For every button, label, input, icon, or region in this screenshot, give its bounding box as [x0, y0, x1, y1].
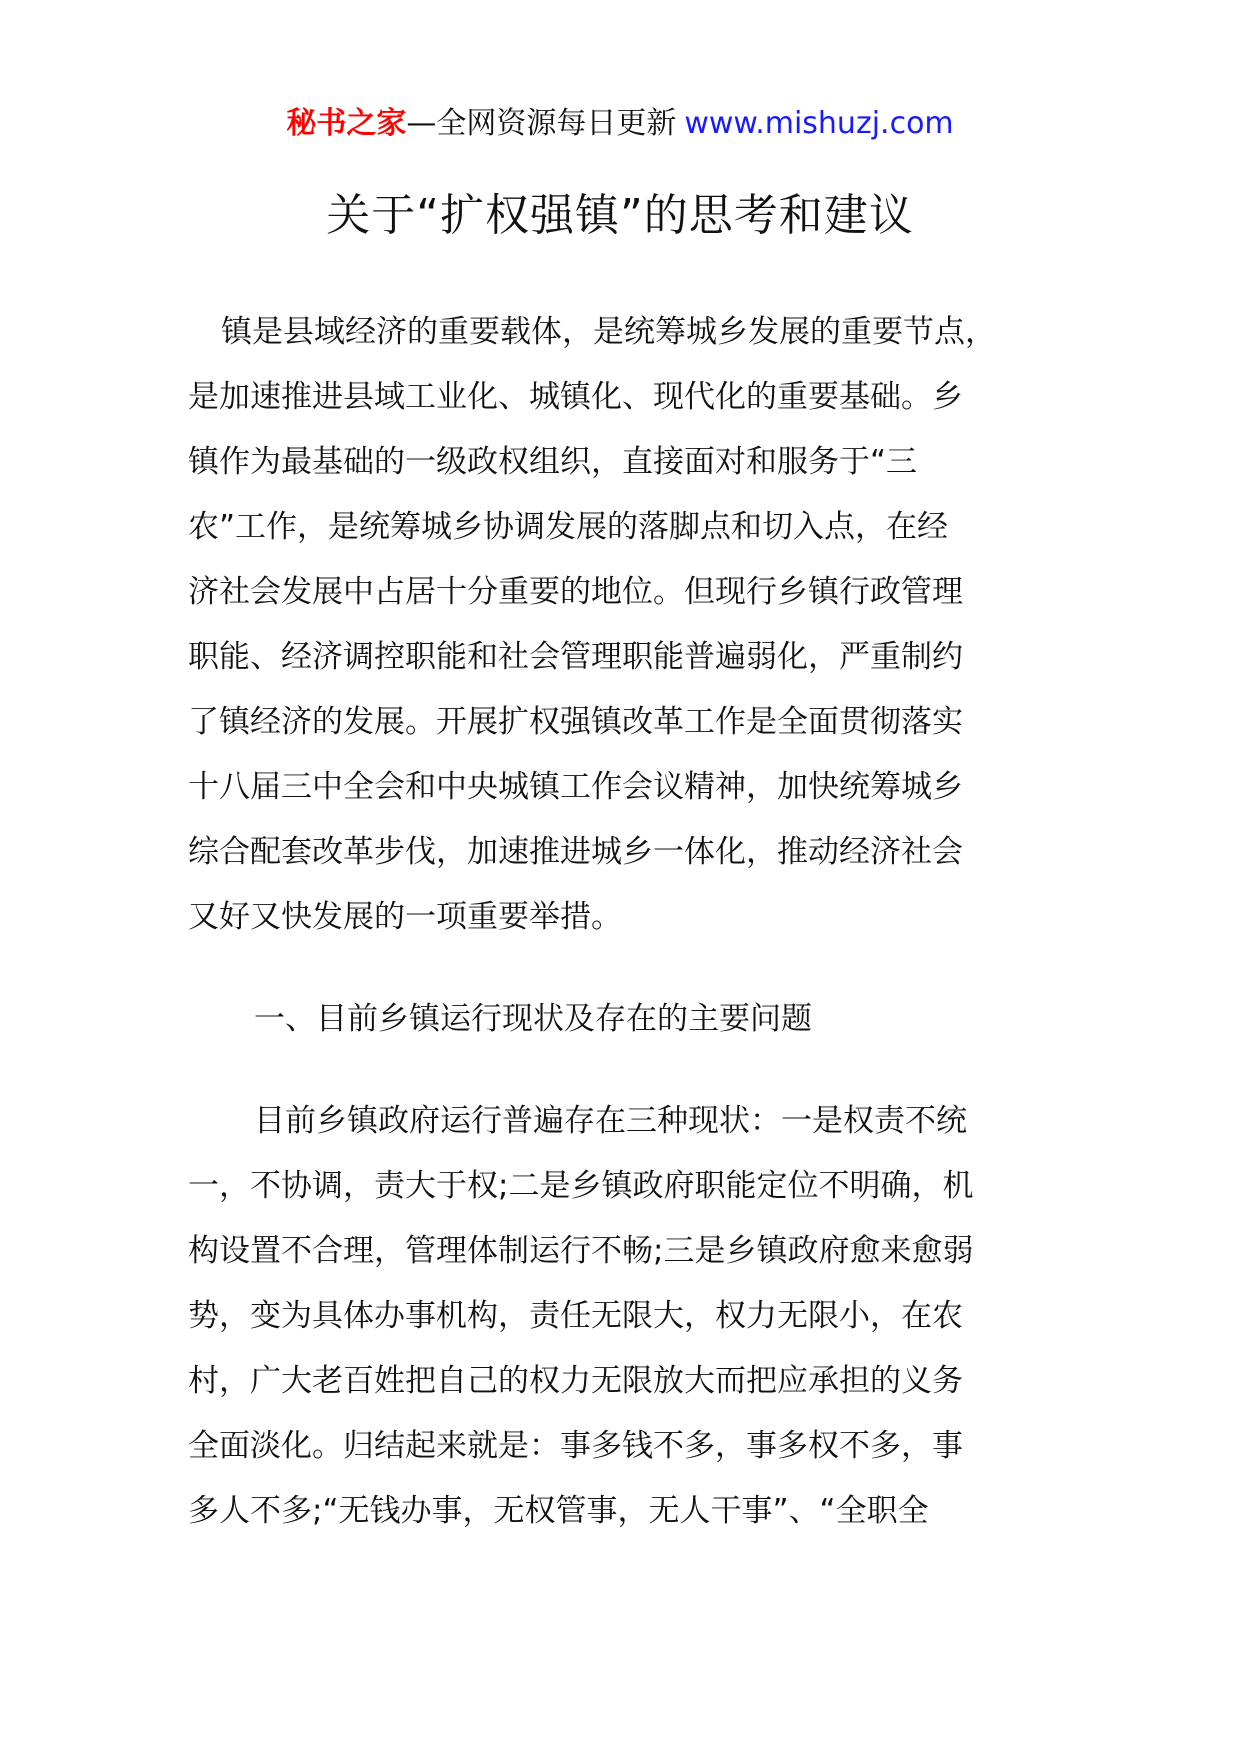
- text-line: 综合配套改革步伐，加速推进城乡一体化，推动经济社会: [188, 834, 963, 870]
- site-header: [0, 104, 1240, 144]
- document-title: 关于“扩权强镇”的思考和建议: [326, 190, 914, 241]
- section-heading: [188, 987, 1068, 1052]
- text-line: 镇是县域经济的重要载体，是统筹城乡发展的重要节点，: [221, 314, 996, 350]
- document-body: [188, 300, 1068, 1544]
- text-line: 势，变为具体办事机构，责任无限大，权力无限小，在农: [188, 1298, 963, 1334]
- text-line: 十八届三中全会和中央城镇工作会议精神，加快统筹城乡: [188, 769, 963, 805]
- paragraph-status: [188, 1089, 1068, 1544]
- section-heading-text: 一、目前乡镇运行现状及存在的主要问题: [254, 1001, 812, 1037]
- text-line: 是加速推进县域工业化、城镇化、现代化的重要基础。乡: [188, 379, 963, 415]
- text-line: 目前乡镇政府运行普遍存在三种现状：一是权责不统: [254, 1103, 967, 1139]
- text-line: 构设置不合理，管理体制运行不畅;三是乡镇政府愈来愈弱: [188, 1233, 974, 1269]
- text-line: 农”工作，是统筹城乡协调发展的落脚点和切入点，在经: [188, 509, 949, 545]
- site-tagline: —全网资源每日更新: [406, 106, 677, 141]
- text-line: 镇作为最基础的一级政权组织，直接面对和服务于“三: [188, 444, 918, 480]
- text-line: 多人不多;“无钱办事，无权管事，无人干事”、“全职全: [188, 1493, 929, 1529]
- paragraph-spacer: [188, 1052, 1068, 1089]
- text-line: 职能、经济调控职能和社会管理职能普遍弱化，严重制约: [188, 639, 963, 675]
- text-line: 村，广大老百姓把自己的权力无限放大而把应承担的义务: [188, 1363, 963, 1399]
- site-url-link[interactable]: www.mishuzj.com: [684, 106, 954, 141]
- paragraph-intro: [188, 300, 1068, 950]
- text-line: 一，不协调，责大于权;二是乡镇政府职能定位不明确，机: [188, 1168, 974, 1204]
- text-line: 济社会发展中占居十分重要的地位。但现行乡镇行政管理: [188, 574, 963, 610]
- site-brand: 秘书之家: [286, 106, 407, 141]
- text-line: 全面淡化。归结起来就是：事多钱不多，事多权不多，事: [188, 1428, 963, 1464]
- text-line: 又好又快发展的一项重要举措。: [188, 899, 622, 935]
- text-line: 了镇经济的发展。开展扩权强镇改革工作是全面贯彻落实: [188, 704, 963, 740]
- paragraph-spacer: [188, 950, 1068, 987]
